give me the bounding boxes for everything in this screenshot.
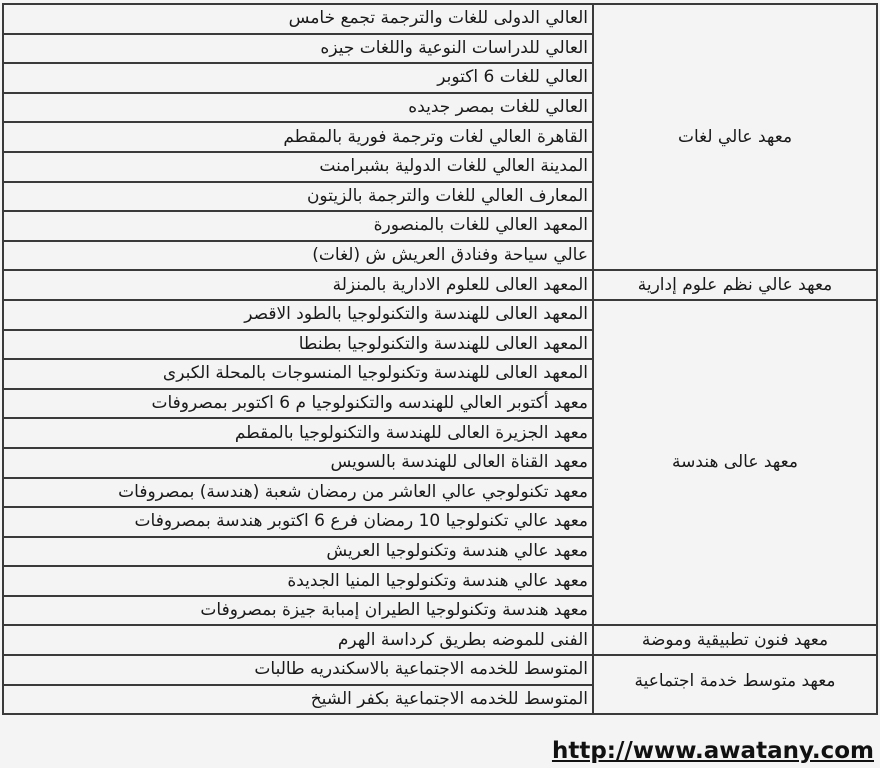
institute-name-cell: المعهد العالى للهندسة والتكنولوجيا بطنطا	[3, 330, 593, 360]
institute-name-cell: المعهد العالى للعلوم الادارية بالمنزلة	[3, 270, 593, 300]
institute-name-cell: المتوسط للخدمه الاجتماعية بالاسكندريه طالبات	[3, 655, 593, 685]
institute-name-cell: القاهرة العالي لغات وترجمة فورية بالمقطم	[3, 122, 593, 152]
institute-name-cell: معهد تكنولوجي عالي العاشر من رمضان شعبة (هندسة) بمصروفات	[3, 478, 593, 508]
institute-name-cell: معهد عالي هندسة وتكنولوجيا المنيا الجديدة	[3, 566, 593, 596]
institute-name-cell: المعارف العالي للغات والترجمة بالزيتون	[3, 182, 593, 212]
institute-name-cell: العالي للدراسات النوعية واللغات جيزه	[3, 34, 593, 64]
institute-name-cell: المعهد العالى للهندسة وتكنولوجيا المنسوجات بالمحلة الكبرى	[3, 359, 593, 389]
table-row	[3, 300, 877, 330]
institute-name-cell: العالي الدولى للغات والترجمة تجمع خامس	[3, 4, 593, 34]
institute-name-cell: معهد عالي هندسة وتكنولوجيا العريش	[3, 537, 593, 567]
category-cell: معهد فنون تطبيقية وموضة	[593, 625, 877, 655]
institute-name-cell: معهد عالي تكنولوجيا 10 رمضان فرع 6 اكتوبر هندسة بمصروفات	[3, 507, 593, 537]
institute-name-cell: معهد القناة العالى للهندسة بالسويس	[3, 448, 593, 478]
institute-name-cell: المعهد العالى للهندسة والتكنولوجيا بالطود الاقصر	[3, 300, 593, 330]
institutes-table	[2, 3, 878, 715]
institute-name-cell: معهد هندسة وتكنولوجيا الطيران إمبابة جيزة بمصروفات	[3, 596, 593, 626]
institute-name-cell: العالي للغات 6 اكتوبر	[3, 63, 593, 93]
institute-name-cell: الفنى للموضه بطريق كرداسة الهرم	[3, 625, 593, 655]
table-row	[3, 270, 877, 300]
institute-name-cell: عالي سياحة وفنادق العريش ش (لغات)	[3, 241, 593, 271]
table-row	[3, 655, 877, 685]
institute-name-cell: معهد الجزيرة العالى للهندسة والتكنولوجيا بالمقطم	[3, 418, 593, 448]
institute-name-cell: المعهد العالي للغات بالمنصورة	[3, 211, 593, 241]
category-cell: معهد متوسط خدمة اجتماعية	[593, 655, 877, 714]
category-cell: معهد عالي نظم علوم إدارية	[593, 270, 877, 300]
category-cell: معهد عالى هندسة	[593, 300, 877, 626]
institute-name-cell: المدينة العالي للغات الدولية بشبرامنت	[3, 152, 593, 182]
table-row	[3, 625, 877, 655]
institute-name-cell: معهد أكتوبر العالي للهندسه والتكنولوجيا م 6 اكتوبر بمصروفات	[3, 389, 593, 419]
watermark-url: http://www.awatany.com	[551, 738, 874, 764]
category-cell: معهد عالي لغات	[593, 4, 877, 270]
table-row	[3, 4, 877, 34]
institute-name-cell: المتوسط للخدمه الاجتماعية بكفر الشيخ	[3, 685, 593, 715]
institutes-table-body	[3, 4, 877, 714]
institute-name-cell: العالي للغات بمصر جديده	[3, 93, 593, 123]
